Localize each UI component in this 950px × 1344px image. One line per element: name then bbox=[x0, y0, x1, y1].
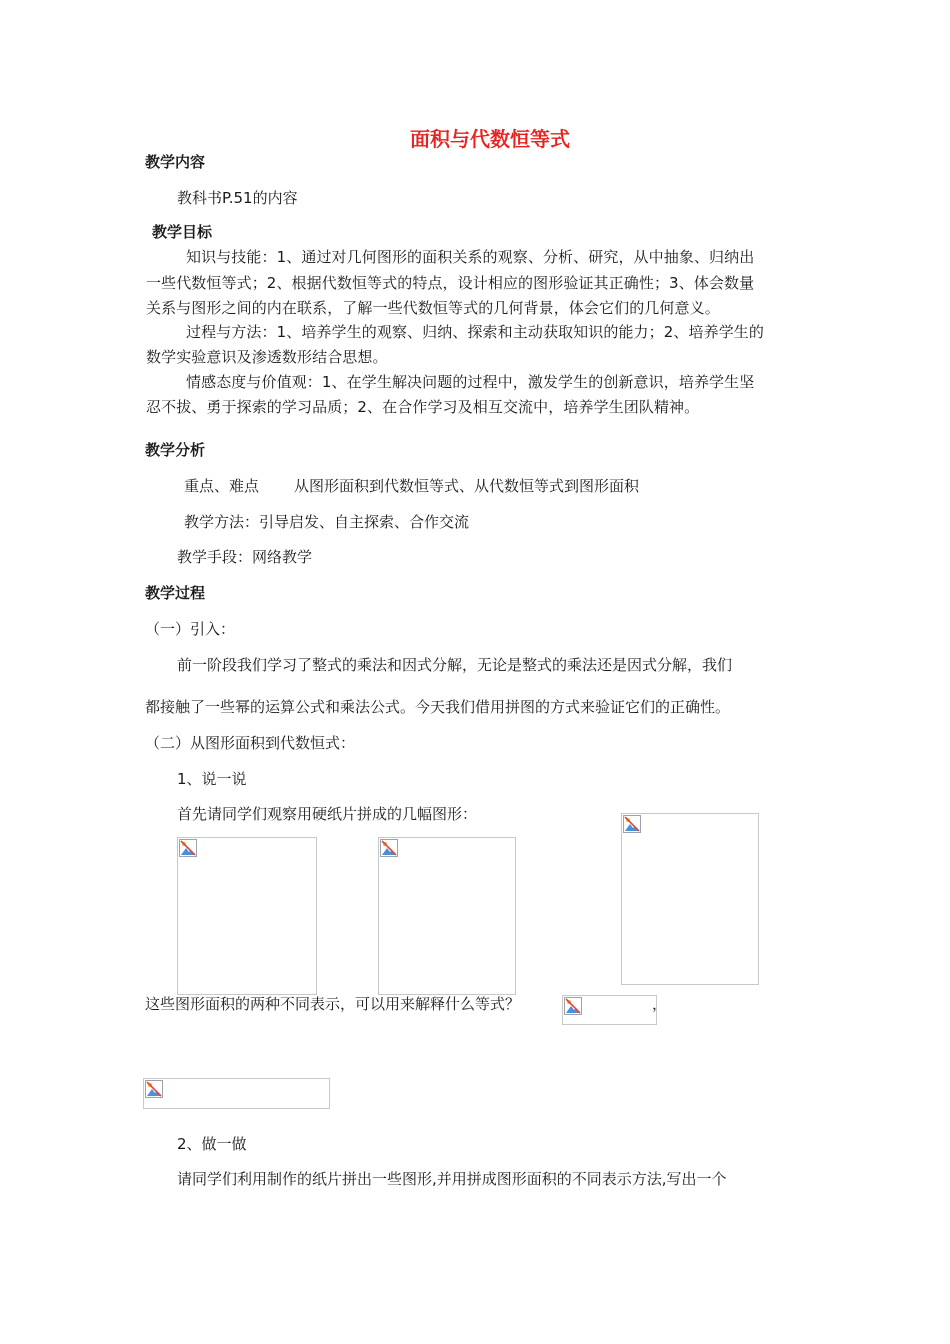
broken-image-icon bbox=[564, 997, 582, 1015]
section-heading-goals: 教学目标 bbox=[152, 223, 213, 241]
part1-label: （一）引入： bbox=[145, 620, 236, 638]
equation-image-1 bbox=[562, 995, 657, 1025]
goal-line: 一些代数恒等式；2、根据代数恒等式的特点，设计相应的图形验证其正确性；3、体会数量 bbox=[146, 274, 755, 292]
figure-image-2 bbox=[378, 837, 516, 995]
goal-line: 知识与技能：1、通过对几何图形的面积关系的观察、分析、研究，从中抽象、归纳出 bbox=[186, 248, 755, 266]
content-text: 教科书P.51的内容 bbox=[177, 189, 298, 207]
broken-image-icon bbox=[145, 1080, 163, 1098]
document-title: 面积与代数恒等式 bbox=[410, 127, 570, 151]
subsection-say: 1、说一说 bbox=[177, 770, 247, 788]
teaching-method: 教学方法：引导启发、自主探索、合作交流 bbox=[184, 513, 470, 531]
broken-image-icon bbox=[179, 839, 197, 857]
identity-question: 这些图形面积的两种不同表示，可以用来解释什么等式？ bbox=[145, 995, 521, 1013]
part1-paragraph-line: 都接触了一些幂的运算公式和乘法公式。今天我们借用拼图的方式来验证它们的正确性。 bbox=[145, 698, 731, 716]
goal-line: 过程与方法：1、培养学生的观察、归纳、探索和主动获取知识的能力；2、培养学生的 bbox=[186, 323, 764, 341]
goal-line: 忍不拔、勇于探索的学习品质；2、在合作学习及相互交流中，培养学生团队精神。 bbox=[146, 398, 700, 416]
teaching-means: 教学手段：网络教学 bbox=[177, 548, 313, 566]
part1-paragraph-line: 前一阶段我们学习了整式的乘法和因式分解，无论是整式的乘法还是因式分解，我们 bbox=[177, 656, 733, 674]
key-points-label: 重点、难点 bbox=[184, 477, 260, 495]
observe-instruction: 首先请同学们观察用硬纸片拼成的几幅图形： bbox=[177, 805, 478, 823]
key-points-text: 从图形面积到代数恒等式、从代数恒等式到图形面积 bbox=[294, 477, 640, 495]
goal-line: 关系与图形之间的内在联系，了解一些代数恒等式的几何背景，体会它们的几何意义。 bbox=[146, 299, 720, 317]
subsection-do: 2、做一做 bbox=[177, 1135, 247, 1153]
figure-image-3 bbox=[621, 813, 759, 985]
goal-line: 情感态度与价值观：1、在学生解决问题的过程中，激发学生的创新意识，培养学生坚 bbox=[186, 373, 755, 391]
section-heading-content: 教学内容 bbox=[145, 153, 206, 171]
broken-image-icon bbox=[623, 815, 641, 833]
figure-image-1 bbox=[177, 837, 317, 995]
broken-image-icon bbox=[380, 839, 398, 857]
do-instruction: 请同学们利用制作的纸片拼出一些图形,并用拼成图形面积的不同表示方法,写出一个 bbox=[177, 1170, 727, 1188]
comma-text: ， bbox=[652, 995, 668, 1013]
equation-image-2 bbox=[143, 1078, 330, 1109]
section-heading-analysis: 教学分析 bbox=[145, 441, 206, 459]
section-heading-process: 教学过程 bbox=[145, 584, 206, 602]
part2-label: （二）从图形面积到代数恒式： bbox=[145, 734, 356, 752]
goal-line: 数学实验意识及渗透数形结合思想。 bbox=[146, 348, 388, 366]
